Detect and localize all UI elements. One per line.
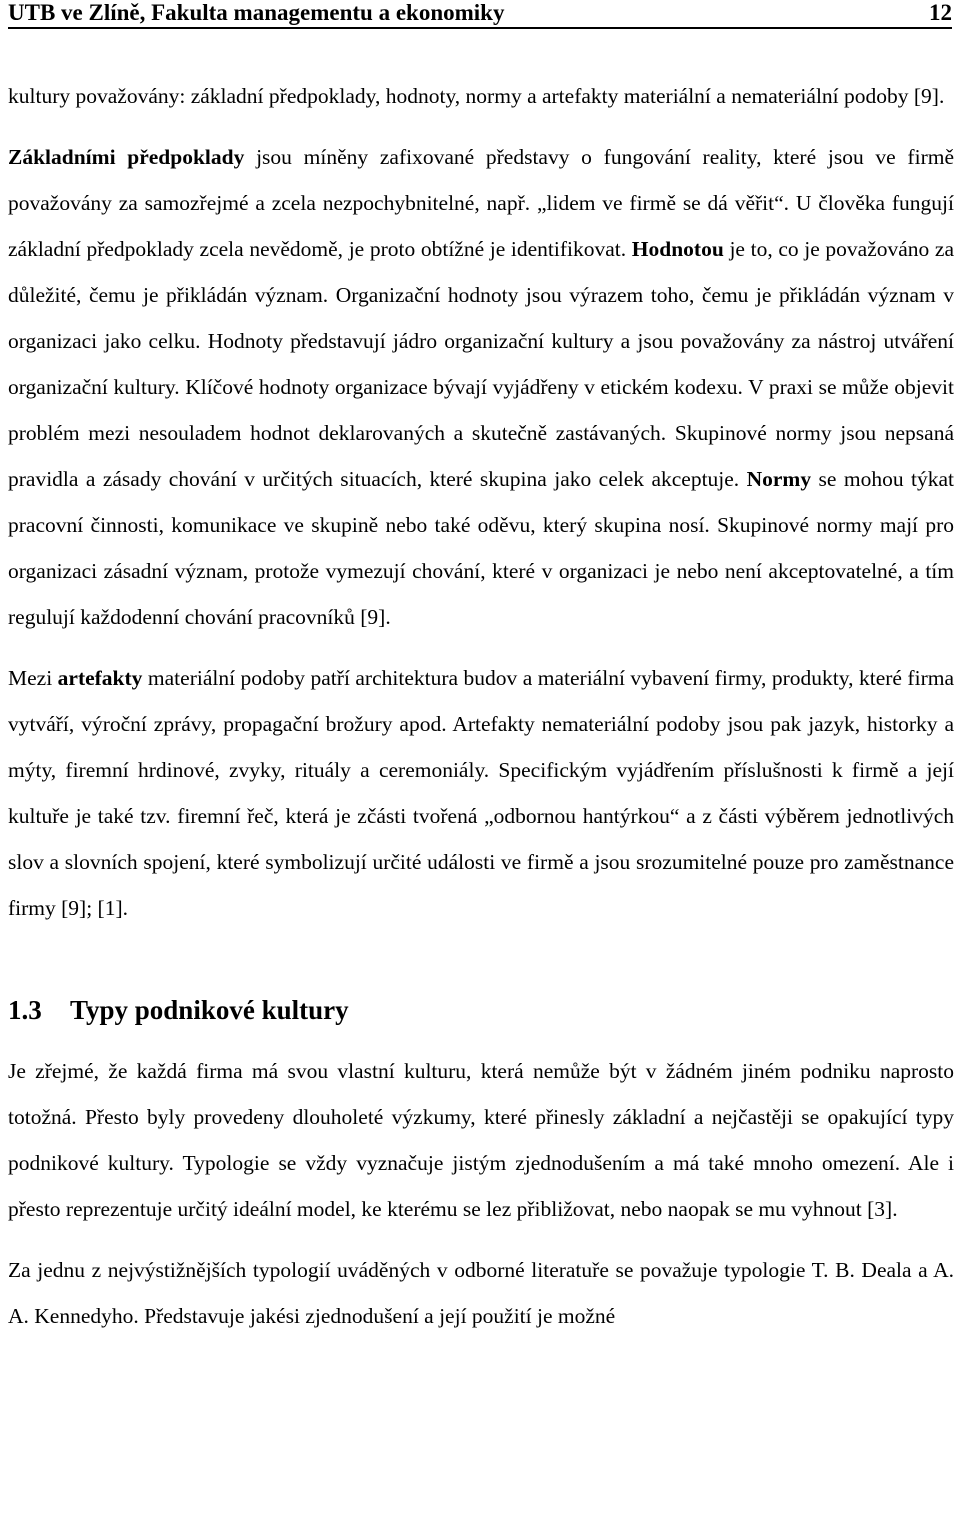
section-heading: [8, 987, 954, 1033]
header-title: UTB ve Zlíně, Fakulta managementu a ekonomiky: [8, 0, 505, 25]
paragraph-intro: kultury považovány: základní předpoklady, hodnoty, normy a artefakty materiální a nemateriální podoby [9].: [8, 84, 945, 108]
page-number: 12: [929, 0, 952, 25]
paragraph-text: je to, co je považováno za důležité, čemu je přikládán význam. Organizační hodnoty jsou výrazem toho, čemu je přikládán význam v organizaci jako celku. Hodnoty představují jádro organizační kultury a jsou považovány za nástroj utváření organizační kultury. Klíčové hodnoty organizace bývají vyjádřeny v etickém kodexu. V praxi se může objevit problém mezi nesouladem hodnot deklarovaných a skutečně zastávaných. Skupinové normy jsou nepsaná pravidla a zásady chování v určitých situacích, které skupina jako celek akceptuje.: [8, 237, 954, 491]
heading-spacer: [8, 1033, 954, 1048]
term-artefakty: artefakty: [57, 666, 143, 690]
paragraph-predpoklady: [8, 134, 954, 640]
term-normy: Normy: [746, 467, 812, 491]
paragraph-spacer: [8, 1232, 954, 1247]
section-title: Typy podnikové kultury: [70, 995, 349, 1025]
paragraph-typy-kultury: Je zřejmé, že každá firma má svou vlastní kulturu, která nemůže být v žádném jiném podniku naprosto totožná. Přesto byly provedeny dlouholeté výzkumy, které přinesly základní a nejčastěji se opakující typy podnikové kultury. Typologie se vždy vyznačuje jistým zjednodušením a má také mnoho omezení. Ale i přesto reprezentuje určitý ideální model, ke kterému se lez přibližovat, nebo naopak se mu vyhnout [3].: [8, 1059, 954, 1221]
term-hodnota: Hodnotou: [631, 237, 724, 261]
paragraph-text: jsou míněny zafixované představy o fungování reality, které jsou ve firmě považovány za samozřejmé a zcela nezpochybnitelné, např. „lidem ve firmě se dá věřit“. U člověka fungují základní předpoklady zcela nevědomě, je proto obtížné je identifikovat.: [8, 145, 954, 261]
paragraph-spacer: [8, 640, 954, 655]
section-number: 1.3: [8, 995, 42, 1025]
document-body: [8, 73, 954, 1339]
paragraph-typologie: Za jednu z nejvýstižnějších typologií uváděných v odborné literatuře se považuje typologie T. B. Deala a A. A. Kennedyho. Představuje jakési zjednodušení a její použití je možné: [8, 1258, 954, 1328]
term-zakladni-predpoklady: Základními předpoklady: [8, 145, 245, 169]
paragraph-text: Mezi: [8, 666, 58, 690]
paragraph-text: se mohou týkat pracovní činnosti, komunikace ve skupině nebo také oděvu, který skupina nosí. Skupinové normy mají pro organizaci zásadní význam, protože vymezují chování, které v organizaci je nebo není akceptovatelné, a tím regulují každodenní chování pracovníků [9].: [8, 467, 954, 629]
page-header: [8, 0, 952, 29]
paragraph-spacer: [8, 119, 954, 134]
section-spacer: [8, 931, 954, 987]
paragraph-artefakty: [8, 655, 954, 931]
paragraph-text: materiální podoby patří architektura budov a materiální vybavení firmy, produkty, které firma vytváří, výroční zprávy, propagační brožury apod. Artefakty nemateriální podoby jsou pak jazyk, historky a mýty, firemní hrdinové, zvyky, rituály a ceremoniály. Specifickým vyjádřením příslušnosti k firmě a její kultuře je také tzv. firemní řeč, která je zčásti tvořená „odbornou hantýrkou“ a z části výběrem jednotlivých slov a slovních spojení, které symbolizují určité události ve firmě a jsou srozumitelné pouze pro zaměstnance firmy [9]; [1].: [8, 666, 954, 920]
